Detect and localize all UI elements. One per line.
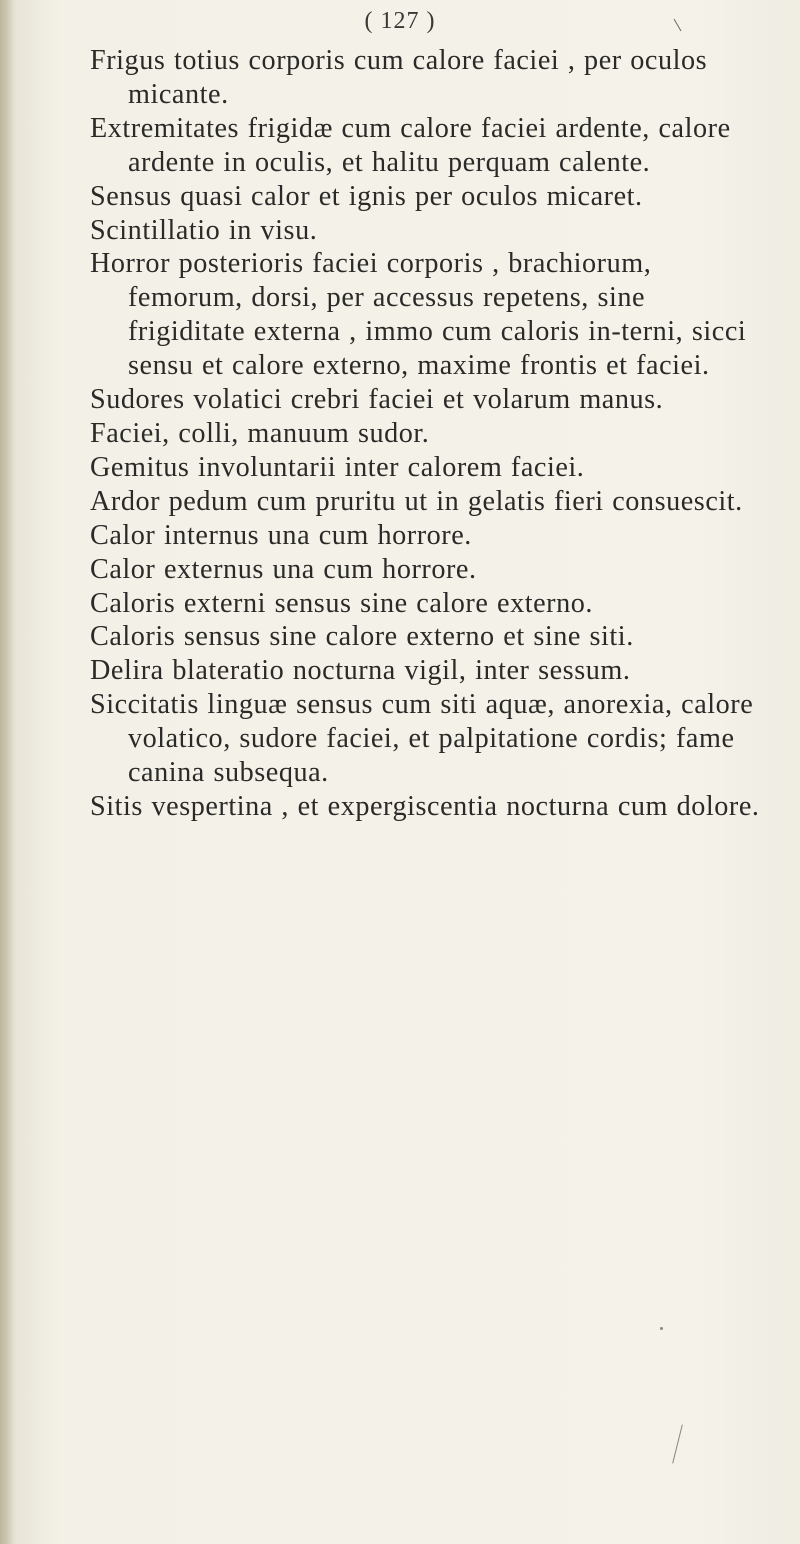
symptom-entry: Calor externus una cum horrore. <box>90 553 477 585</box>
symptom-entry: Extremitates frigidæ cum calore faciei ardente, calore ardente in oculis, et halitu perquam calente. <box>90 112 731 178</box>
ink-stroke <box>672 1424 683 1463</box>
symptom-entry: Gemitus involuntarii inter calorem faciei. <box>90 451 585 483</box>
symptom-entry: Delira blateratio nocturna vigil, inter sessum. <box>90 655 631 687</box>
symptom-entry: Sitis vespertina , et expergiscentia nocturna cum dolore. <box>90 790 760 822</box>
symptom-entry: Caloris externi sensus sine calore externo. <box>90 587 593 619</box>
symptom-entry: Scintillatio in visu. <box>90 214 318 246</box>
symptom-entry: Sudores volatici crebri faciei et volarum manus. <box>90 384 664 416</box>
symptom-entry: Frigus totius corporis cum calore faciei , per oculos micante. <box>90 45 708 110</box>
page-gutter-shadow <box>0 0 14 1544</box>
symptom-entry: Faciei, colli, manuum sudor. <box>90 417 430 449</box>
symptom-entry: Calor internus una cum horrore. <box>90 519 472 551</box>
ink-speck <box>660 1327 663 1330</box>
page-number: ( 127 ) <box>364 8 436 34</box>
symptom-entry: Sensus quasi calor et ignis per oculos micaret. <box>90 180 643 212</box>
symptom-list <box>90 44 770 824</box>
symptom-entry: Caloris sensus sine calore externo et sine siti. <box>90 621 634 653</box>
symptom-entry: Horror posterioris faciei corporis , brachiorum, femorum, dorsi, per accessus repetens, sine frigiditate externa , immo cum caloris in-terni, sicci sensu et calore externo, maxime frontis et faciei. <box>90 248 747 382</box>
symptom-entry: Siccitatis linguæ sensus cum siti aquæ, anorexia, calore volatico, sudore faciei, et palpitatione cordis; fame canina subsequa. <box>90 689 754 789</box>
symptom-entry: Ardor pedum cum pruritu ut in gelatis fieri consuescit. <box>90 485 743 517</box>
